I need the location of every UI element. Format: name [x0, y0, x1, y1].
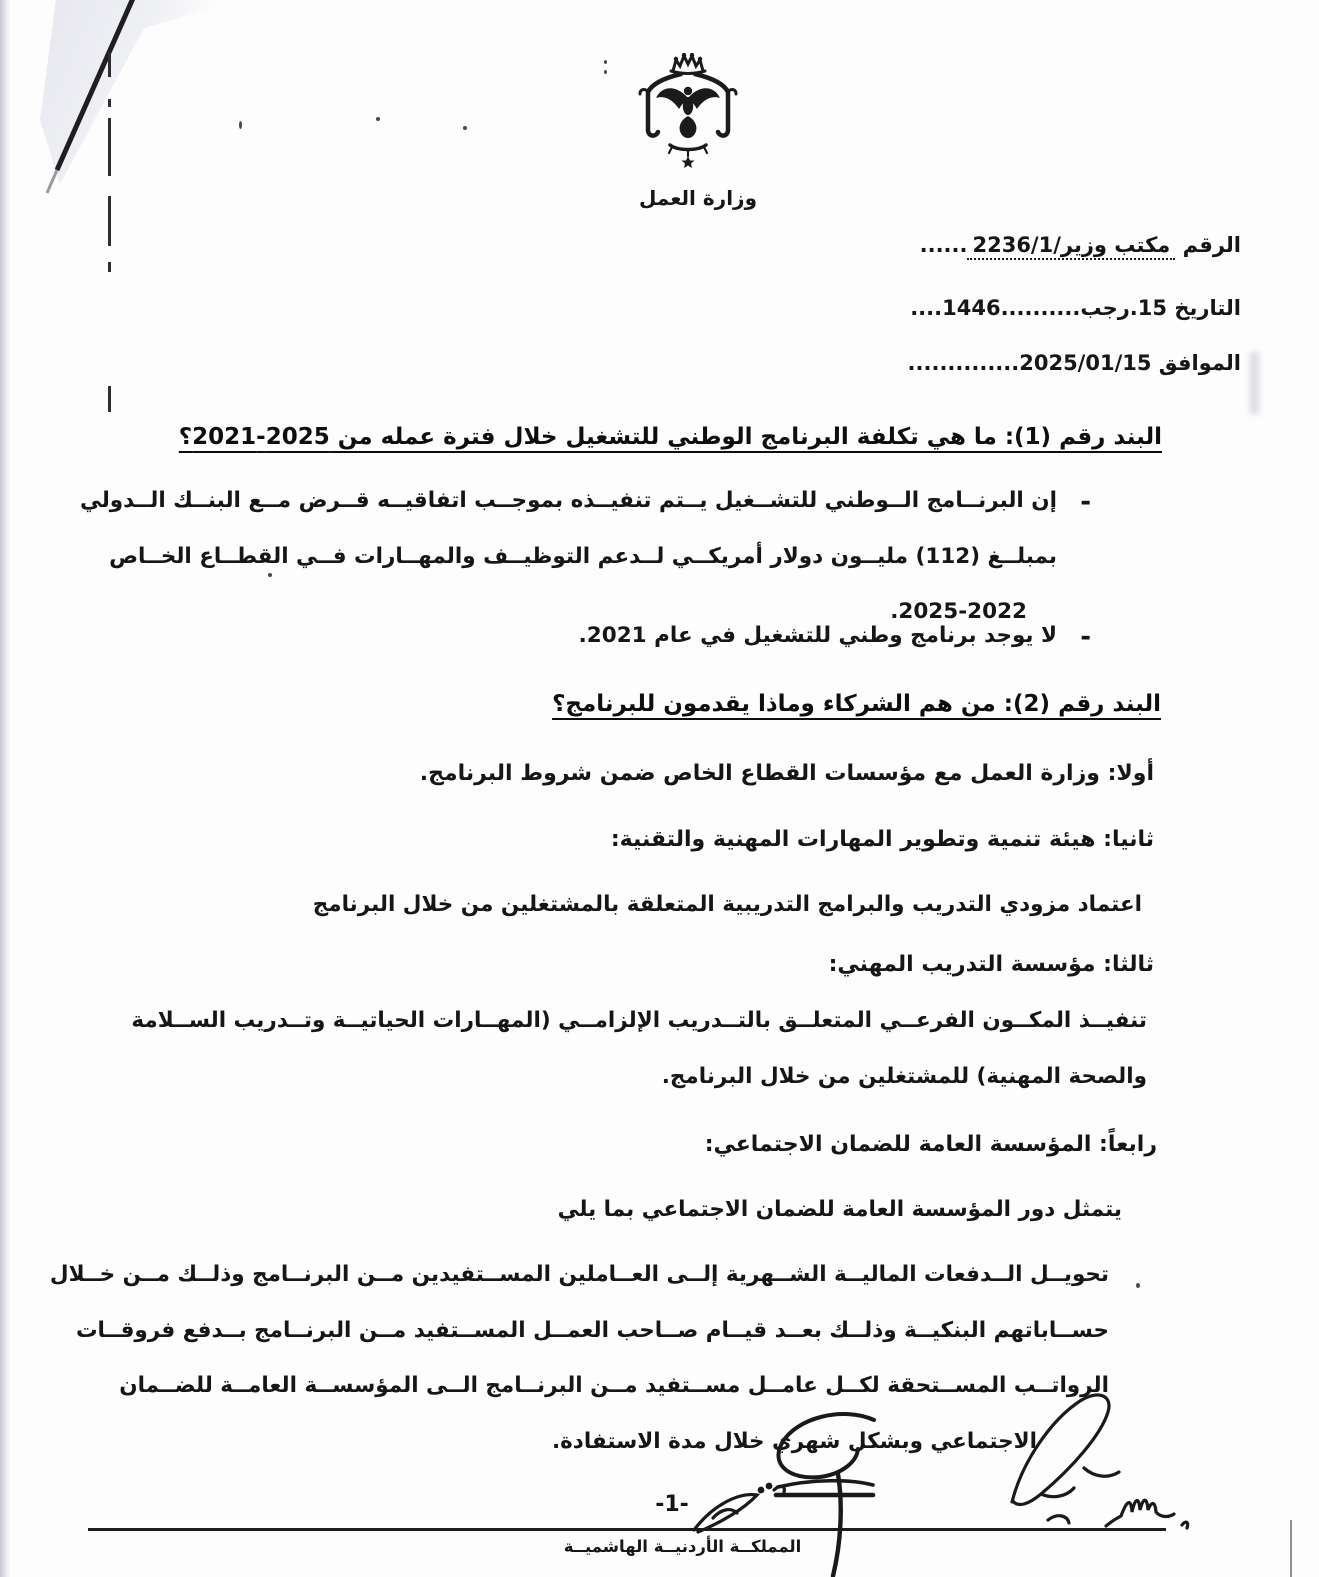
corresponding-date-value: 2025/01/15..............: [907, 351, 1152, 375]
partner-fourth-body: [49, 1262, 1109, 1455]
partner-first: أولا: وزارة العمل مع مؤسسات القطاع الخاص ضمن شروط البرنامج.: [419, 761, 1154, 786]
section1-bullet2: [199, 622, 1091, 652]
partner-fourth-intro: يتمثل دور المؤسسة العامة للضمان الاجتماعي بما يلي: [557, 1197, 1122, 1222]
date-value: 15.رجب..........1446....: [910, 296, 1168, 320]
text-line: إن البرنــامج الــوطني للتشــغيل يــتم تنفيــذه بموجــب اتفاقيــه قــرض مــع البنــك الــدولي: [79, 488, 1057, 513]
text-line: الرواتــب المســتحقة لكــل عامــل مســتفيد مــن البرنــامج الــى المؤسســة العامــة للضــمان: [119, 1373, 1109, 1399]
corresponding-date-label: الموافق: [1158, 351, 1241, 375]
text-line: تنفيــذ المكــون الفرعــي المتعلــق بالتــدريب الإلزامــي (المهــارات الحياتيــة وتــدريب الســلامة: [131, 1008, 1147, 1033]
text-line: الاجتماعي وبشكل شهري خلال مدة الاستفادة.: [551, 1429, 1037, 1455]
section2-heading: البند رقم (2): من هم الشركاء وماذا يقدمون للبرنامج؟: [552, 691, 1161, 717]
partner-second-body: اعتماد مزودي التدريب والبرامج التدريبية المتعلقة بالمشتغلين من خلال البرنامج: [312, 892, 1142, 917]
footer-rule: [88, 1528, 1166, 1531]
date-line: [910, 296, 1241, 320]
text-line: 2025-2022.: [890, 599, 1027, 625]
text-line: تحويــل الــدفعات الماليــة الشــهرية إلــى العــاملين المســتفيدين مــن البرنــامج وذلــك مــن خــلال: [49, 1262, 1109, 1287]
section1-bullet1: [79, 487, 1091, 625]
jordan-coat-of-arms-emblem: [612, 53, 764, 181]
bullet-dash: -: [1080, 487, 1091, 517]
partner-third-title: ثالثا: مؤسسة التدريب المهني:: [828, 952, 1154, 977]
text-line: حســاباتهم البنكيــة وذلــك بعــد قيــام صــاحب العمــل المســتفيد مــن البرنــامج بــدفع فروقــات: [75, 1317, 1109, 1343]
page-number: -1-: [655, 1492, 689, 1517]
date-label: التاريخ: [1174, 296, 1241, 320]
reference-number-line: [920, 233, 1241, 257]
reference-number-label: الرقم: [1182, 233, 1241, 257]
section1-bullet1-text: [79, 488, 1057, 625]
partner-second-title: ثانيا: هيئة تنمية وتطوير المهارات المهنية والتقنية:: [610, 827, 1154, 852]
text-line: والصحة المهنية) للمشتغلين من خلال البرنامج.: [661, 1063, 1147, 1089]
reference-number-dots: ......: [919, 233, 968, 257]
bullet-dash: -: [1080, 622, 1091, 652]
section1-heading: البند رقم (1): ما هي تكلفة البرنامج الوطني للتشغيل خلال فترة عمله من 2025-2021؟: [178, 424, 1162, 450]
text-line: لا يوجد برنامج وطني للتشغيل في عام 2021.: [578, 623, 1057, 648]
partner-third-body: [131, 1008, 1147, 1089]
section1-bullet2-text: [199, 624, 1057, 649]
reference-number-value: مكتب وزير/2236/1: [967, 233, 1175, 260]
partner-fourth-title: رابعاً: المؤسسة العامة للضمان الاجتماعي:: [704, 1132, 1157, 1157]
corresponding-date-line: [908, 351, 1241, 375]
kingdom-name: المملكــة الأردنيــة الهاشميــة: [563, 1537, 802, 1556]
ministry-name: وزارة العمل: [639, 186, 757, 210]
text-line: بمبلــغ (112) مليــون دولار أمريكــي لــدعم التوظيــف والمهــارات فــي القطــاع الخــاص: [109, 543, 1057, 569]
